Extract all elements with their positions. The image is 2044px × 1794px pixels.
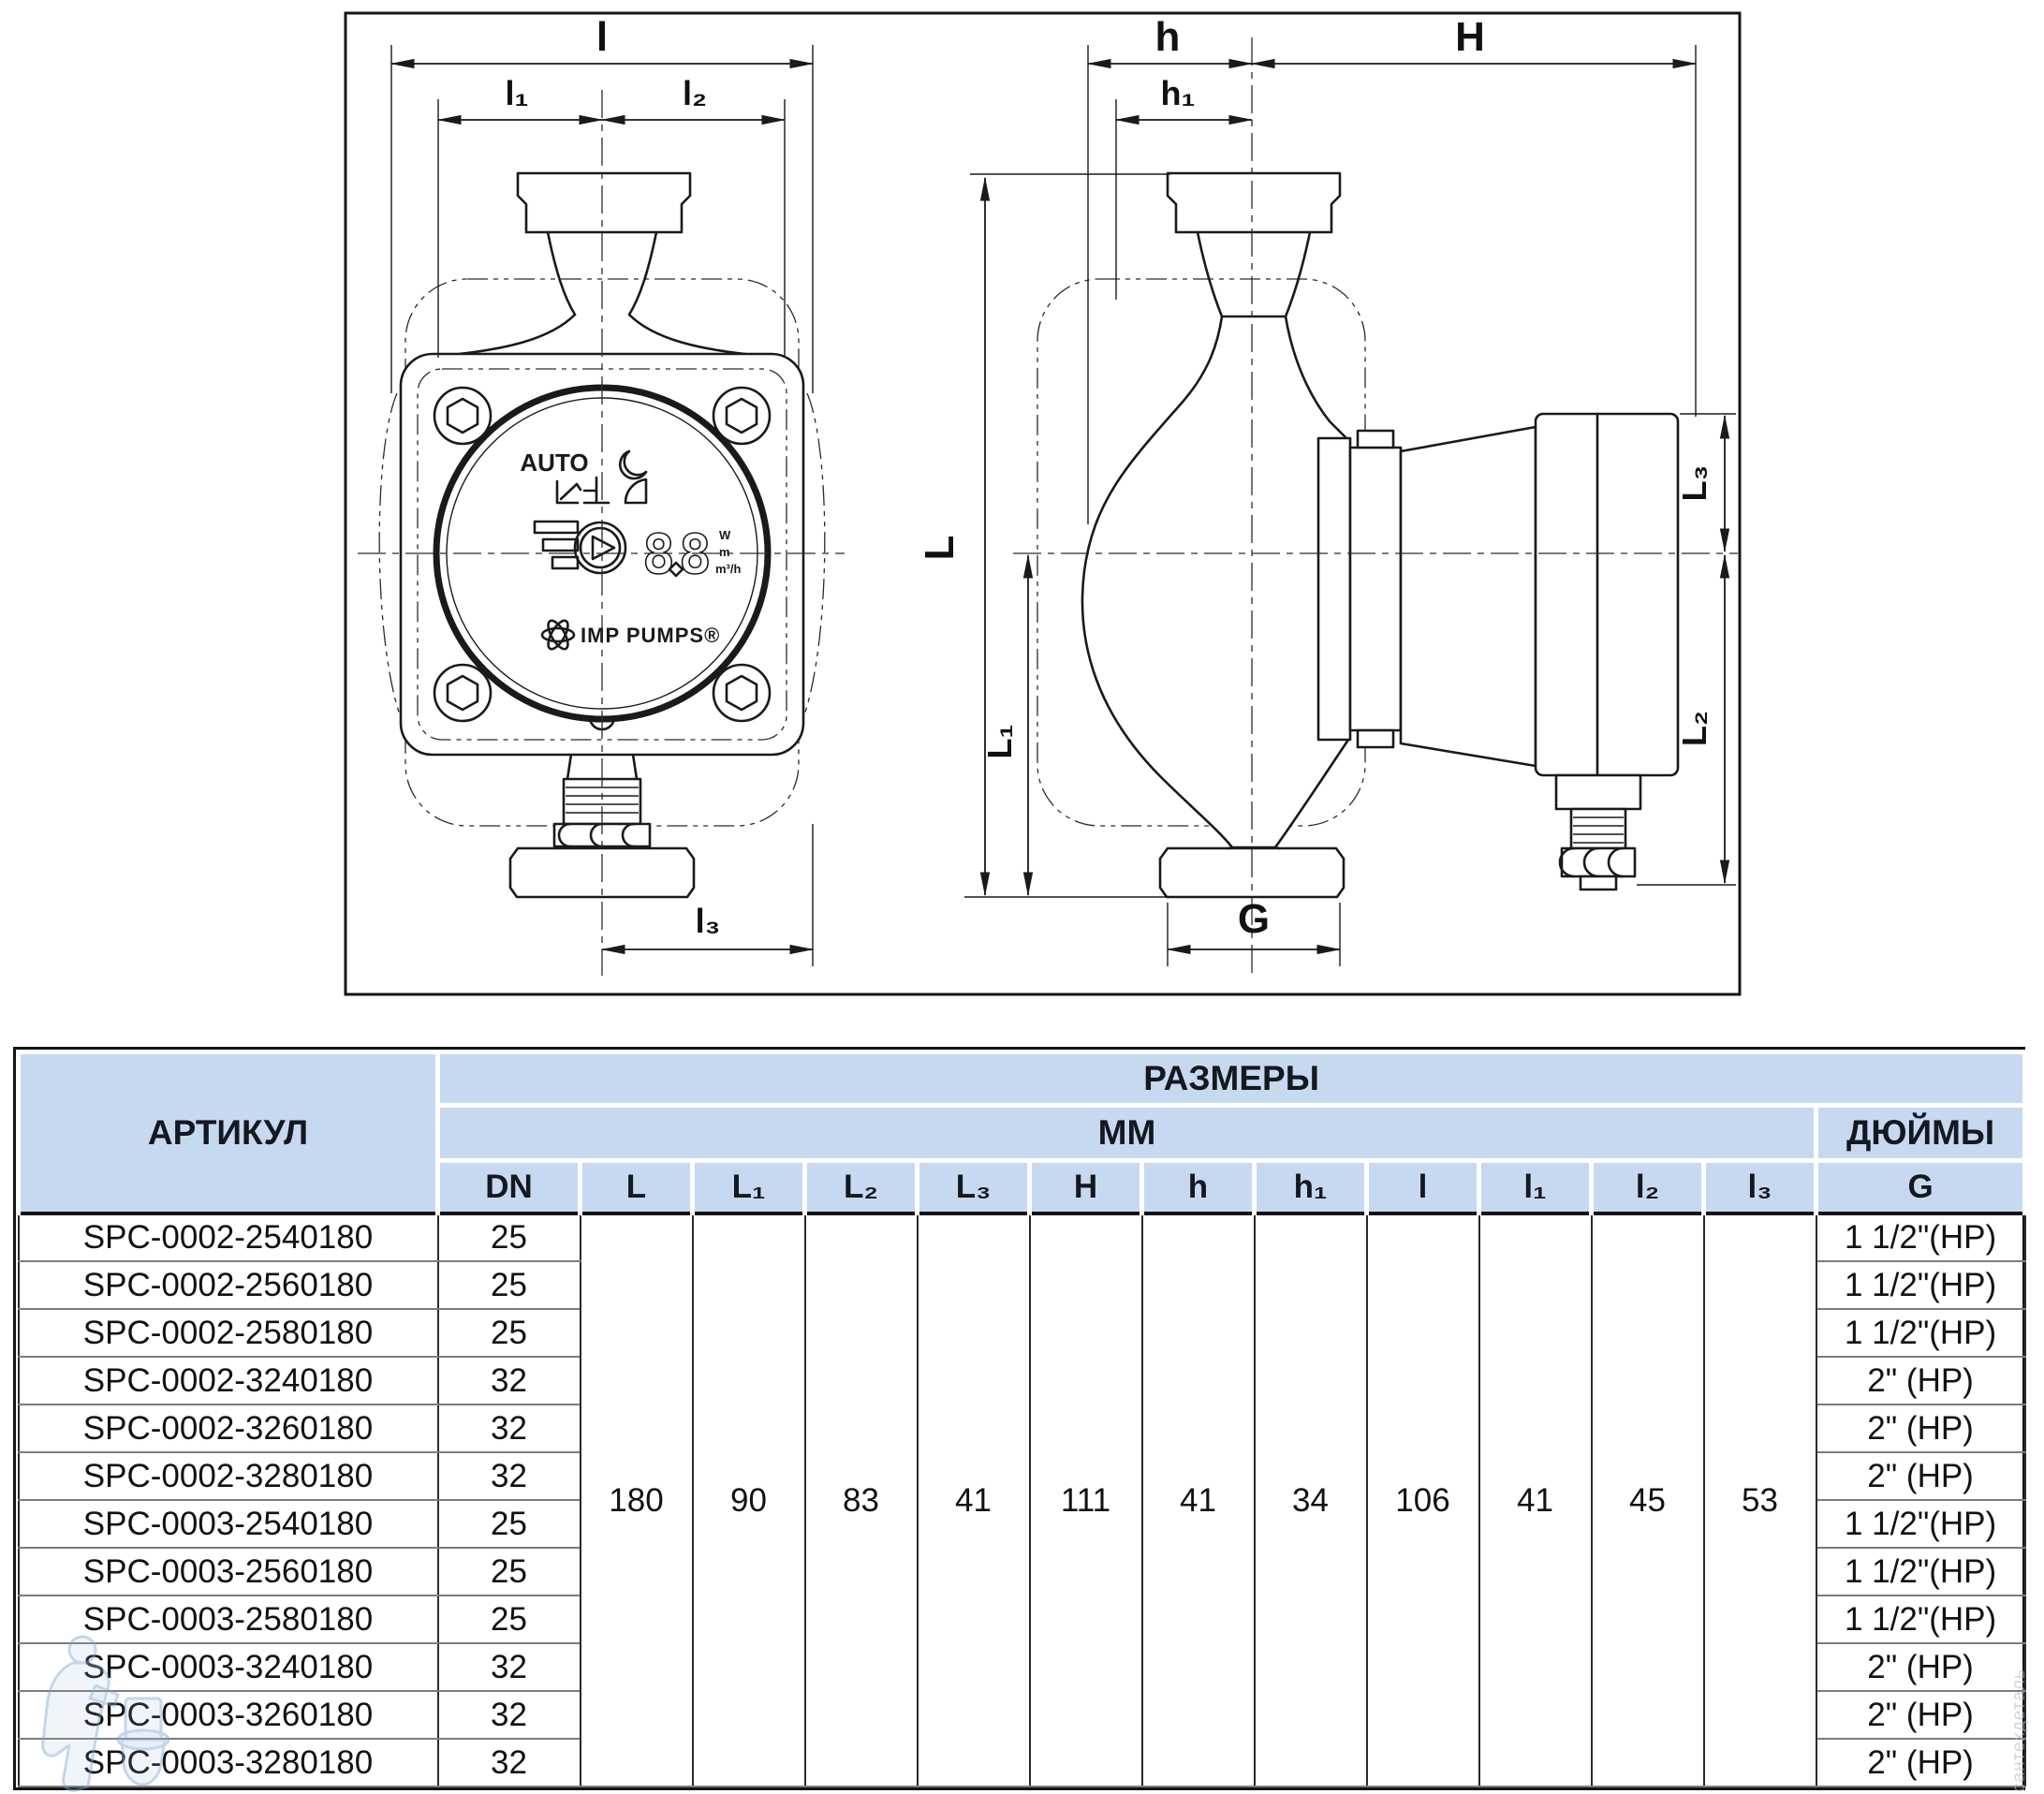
g-cell: 2" (НР) <box>1816 1357 2025 1404</box>
col-header-H: H <box>1030 1161 1142 1214</box>
article-cell: SPC-0003-3260180 <box>19 1691 438 1739</box>
col-header-l: l <box>1367 1161 1479 1214</box>
dn-cell: 25 <box>438 1213 581 1261</box>
dim-cell-H: 111 <box>1030 1213 1142 1787</box>
g-cell: 1 1/2"(НР) <box>1816 1309 2025 1357</box>
dim-label-l1: l₁ <box>505 74 529 112</box>
dn-cell: 25 <box>438 1548 581 1595</box>
dim-cell-h1: 34 <box>1255 1213 1367 1787</box>
dim-cell-l: 106 <box>1367 1213 1479 1787</box>
dim-cell-L3: 41 <box>918 1213 1030 1787</box>
col-header-h: h <box>1142 1161 1255 1214</box>
site-watermark-text: сантехдеталь <box>2009 1669 2029 1792</box>
article-cell: SPC-0002-3240180 <box>19 1357 438 1404</box>
dim-label-l3: l₃ <box>695 902 721 940</box>
dim-cell-L: 180 <box>581 1213 693 1787</box>
g-cell: 2" (НР) <box>1816 1691 2025 1739</box>
g-cell: 1 1/2"(НР) <box>1816 1595 2025 1643</box>
dn-cell: 32 <box>438 1404 581 1452</box>
col-header-G: G <box>1816 1161 2025 1214</box>
article-column-header: АРТИКУЛ <box>19 1052 438 1214</box>
article-cell: SPC-0002-2540180 <box>19 1213 438 1261</box>
g-cell: 1 1/2"(НР) <box>1816 1500 2025 1548</box>
dim-cell-l1: 41 <box>1479 1213 1592 1787</box>
mm-group-header: ММ <box>438 1106 1816 1161</box>
dim-label-l2: l₂ <box>683 74 707 112</box>
dim-label-L2: L₂ <box>1675 711 1713 746</box>
table-row <box>19 1213 2025 1261</box>
dn-cell: 25 <box>438 1309 581 1357</box>
auto-label: AUTO <box>520 448 589 477</box>
dimensions-table-wrap <box>13 1047 2025 1790</box>
unit-meter: m <box>719 545 730 559</box>
dim-label-L: L <box>917 535 963 561</box>
article-cell: SPC-0003-3240180 <box>19 1643 438 1691</box>
article-cell: SPC-0002-2560180 <box>19 1261 438 1309</box>
article-cell: SPC-0003-2540180 <box>19 1500 438 1548</box>
unit-watt: W <box>719 528 731 542</box>
plumber-watermark <box>28 1629 187 1794</box>
dim-cell-L1: 90 <box>693 1213 805 1787</box>
col-header-L: L <box>581 1161 693 1214</box>
dn-cell: 32 <box>438 1739 581 1787</box>
dn-cell: 25 <box>438 1500 581 1548</box>
col-header-l3: l₃ <box>1704 1161 1816 1214</box>
inches-group-header: ДЮЙМЫ <box>1816 1106 2025 1161</box>
col-header-L1: L₁ <box>693 1161 805 1214</box>
article-cell: SPC-0003-2580180 <box>19 1595 438 1643</box>
dim-label-h: h <box>1154 14 1181 60</box>
col-header-dn: DN <box>438 1161 581 1214</box>
unit-flow: m³/h <box>715 562 742 576</box>
dn-cell: 32 <box>438 1643 581 1691</box>
dn-cell: 32 <box>438 1357 581 1404</box>
g-cell: 2" (НР) <box>1816 1643 2025 1691</box>
dim-cell-l2: 45 <box>1592 1213 1704 1787</box>
g-cell: 1 1/2"(НР) <box>1816 1548 2025 1595</box>
dn-cell: 32 <box>438 1452 581 1500</box>
g-cell: 1 1/2"(НР) <box>1816 1261 2025 1309</box>
g-cell: 2" (НР) <box>1816 1404 2025 1452</box>
dn-cell: 25 <box>438 1595 581 1643</box>
article-cell: SPC-0002-2580180 <box>19 1309 438 1357</box>
col-header-l1: l₁ <box>1479 1161 1592 1214</box>
dim-cell-L2: 83 <box>805 1213 918 1787</box>
article-cell: SPC-0003-3280180 <box>19 1739 438 1787</box>
article-cell: SPC-0003-2560180 <box>19 1548 438 1595</box>
col-header-l2: l₂ <box>1592 1161 1704 1214</box>
dim-cell-h: 41 <box>1142 1213 1255 1787</box>
dn-cell: 25 <box>438 1261 581 1309</box>
article-cell: SPC-0002-3260180 <box>19 1404 438 1452</box>
side-view <box>1037 173 1678 897</box>
sizes-group-header: РАЗМЕРЫ <box>438 1052 2025 1106</box>
dim-label-h1: h₁ <box>1160 74 1196 112</box>
g-cell: 2" (НР) <box>1816 1452 2025 1500</box>
dim-label-H: H <box>1455 14 1485 60</box>
article-cell: SPC-0002-3280180 <box>19 1452 438 1500</box>
dim-label-l: l <box>596 14 609 60</box>
dim-label-L3: L₃ <box>1675 464 1713 502</box>
brand-text: IMP PUMPS® <box>581 624 721 647</box>
display-value: 88 <box>642 522 715 586</box>
dim-label-G: G <box>1237 896 1271 942</box>
col-header-L3: L₃ <box>918 1161 1030 1214</box>
col-header-L2: L₂ <box>805 1161 918 1214</box>
dim-label-L1: L₁ <box>980 724 1019 759</box>
col-header-h1: h₁ <box>1255 1161 1367 1214</box>
g-cell: 1 1/2"(НР) <box>1816 1213 2025 1261</box>
dimensions-table <box>16 1050 2027 1787</box>
g-cell: 2" (НР) <box>1816 1739 2025 1787</box>
dn-cell: 32 <box>438 1691 581 1739</box>
dim-cell-l3: 53 <box>1704 1213 1816 1787</box>
